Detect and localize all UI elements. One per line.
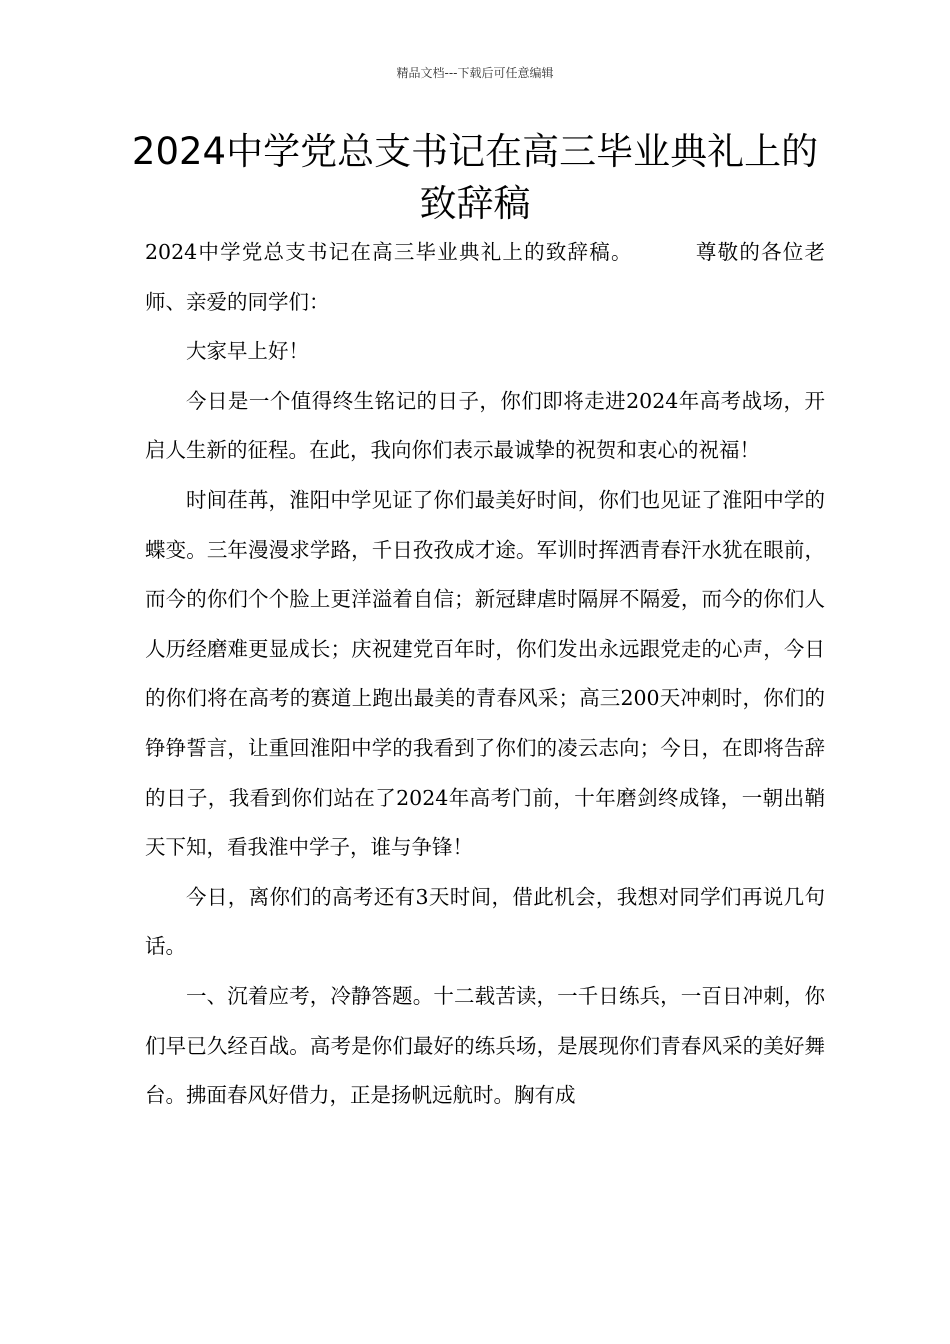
header-note: 精品文档---下载后可任意编辑 [396, 66, 554, 80]
body-paragraph: 大家早上好！ [186, 339, 309, 364]
intro-paragraph [145, 228, 825, 327]
body-paragraph: 时间荏苒，淮阳中学见证了你们最美好时间，你们也见证了淮阳中学的蝶变。三年漫漫求学路，千日孜孜成才途。军训时挥洒青春汗水犹在眼前，而今的你们个个脸上更洋溢着自信；新冠肆虐时隔屏不隔爱，而今的你们人人历经磨难更显成长；庆祝建党百年时，你们发出永远跟党走的心声，今日的你们将在高考的赛道上跑出最美的青春风采；高三200天冲刺时，你们的铮铮誓言，让重回淮阳中学的我看到了你们的凌云志向；今日，在即将告辞的日子，我看到你们站在了2024年高考门前，十年磨剑终成锋，一朝出鞘天下知，看我淮中学子，谁与争锋！ [145, 487, 825, 860]
body-paragraph: 今日是一个值得终生铭记的日子，你们即将走进2024年高考战场，开启人生新的征程。在此，我向你们表示最诚挚的祝贺和衷心的祝福！ [145, 388, 825, 463]
body-paragraph: 一、沉着应考，冷静答题。十二载苦读，一千日练兵，一百日冲刺，你们早已久经百战。高考是你们最好的练兵场，是展现你们青春风采的美好舞台。拂面春风好借力，正是扬帆远航时。胸有成 [145, 983, 825, 1108]
page-title: 2024中学党总支书记在高三毕业典礼上的致辞稿 [131, 130, 819, 225]
document-body [145, 228, 825, 1121]
body-paragraph: 今日，离你们的高考还有3天时间，借此机会，我想对同学们再说几句话。 [145, 884, 825, 959]
intro-text: 2024中学党总支书记在高三毕业典礼上的致辞稿。 [145, 240, 633, 264]
salutation-text: 尊敬的各位老师、亲爱的同学们： [145, 240, 825, 314]
